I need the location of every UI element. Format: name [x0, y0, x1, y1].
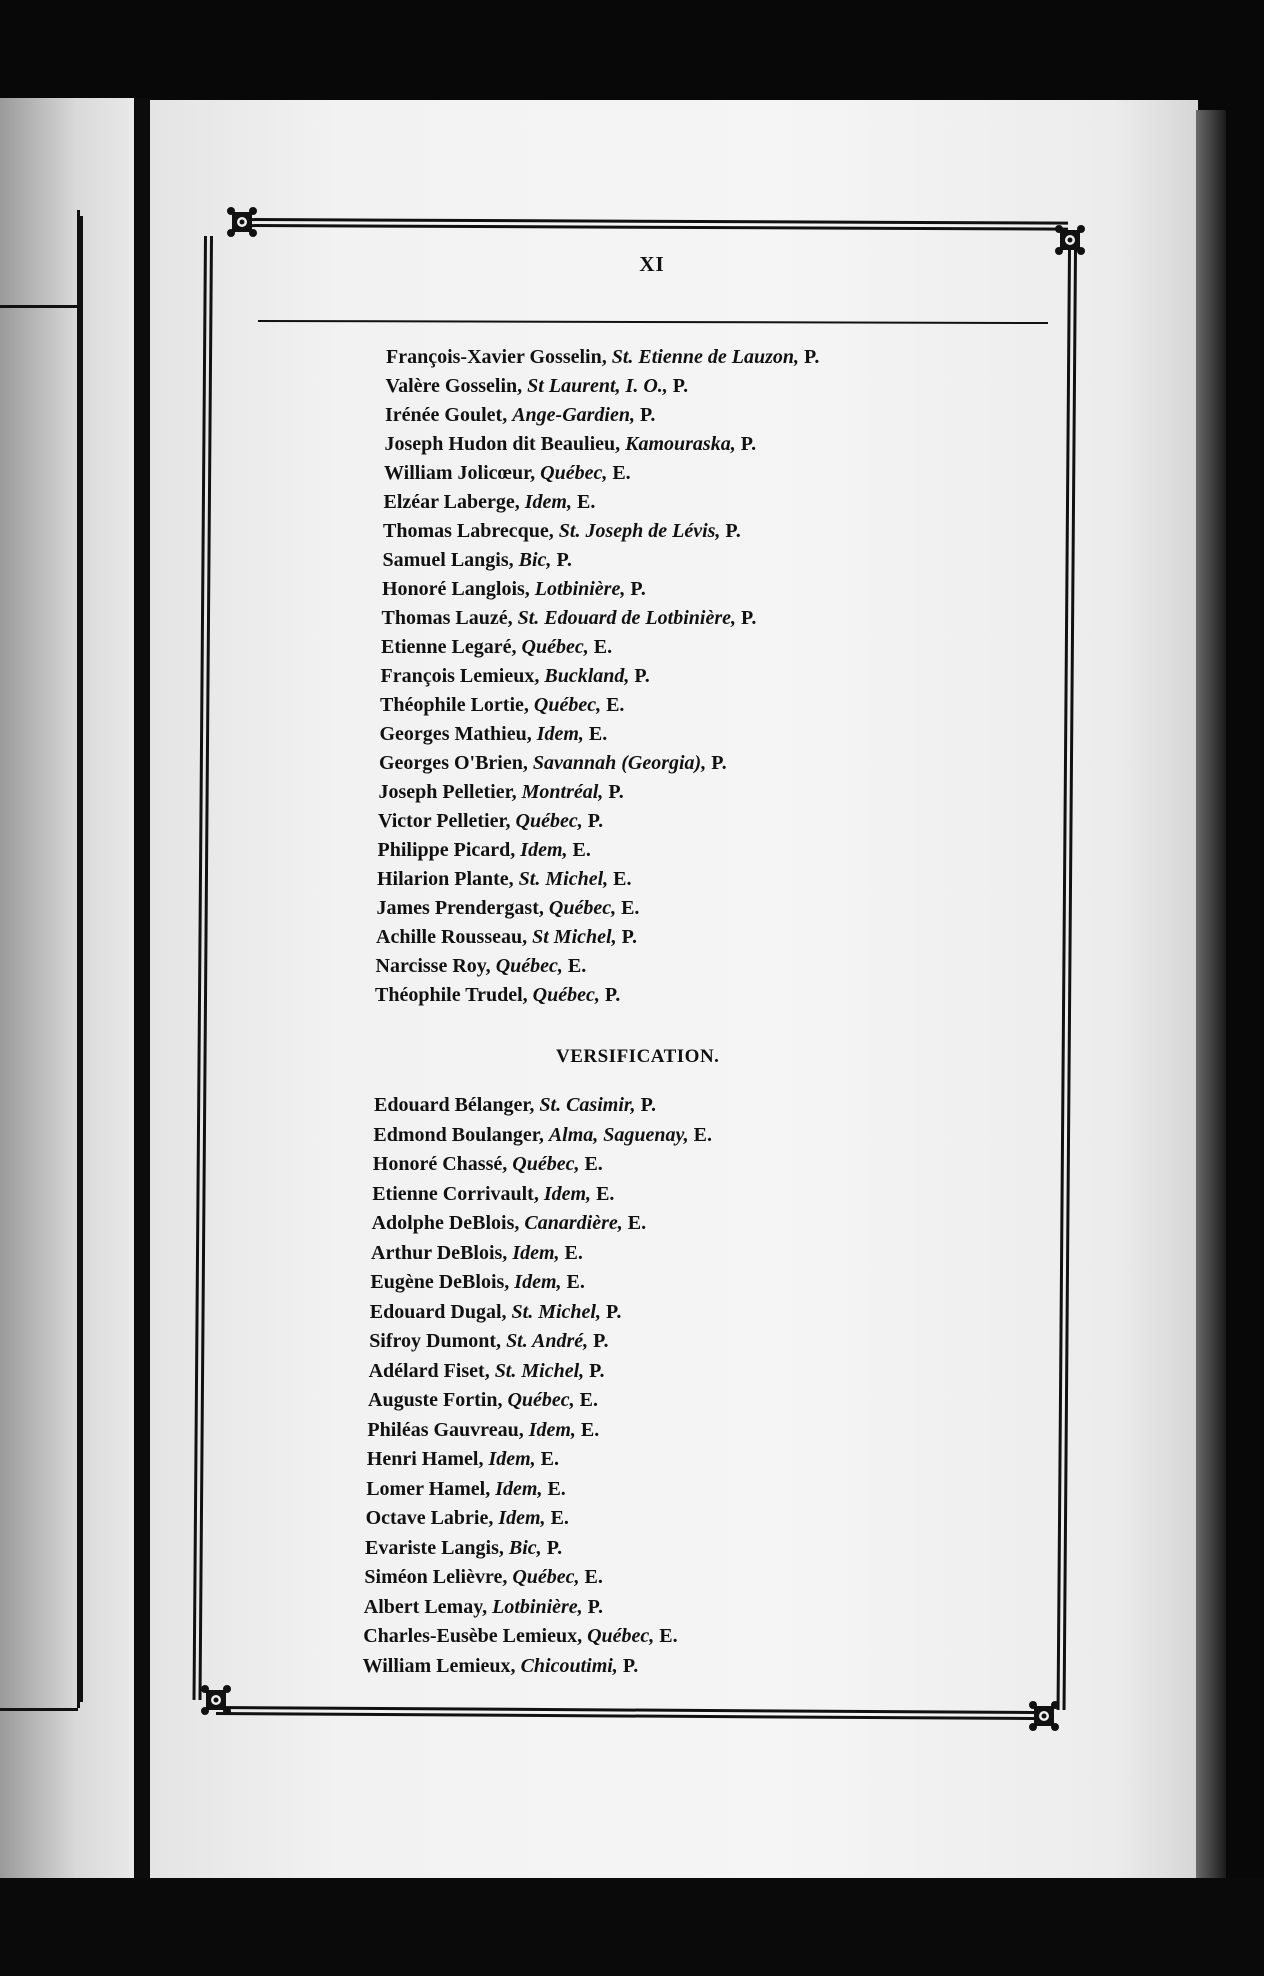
person-name: Octave Labrie, — [365, 1507, 499, 1529]
status-code: E. — [606, 694, 625, 716]
status-code: E. — [584, 1566, 603, 1588]
corner-ornament-icon — [1028, 1700, 1060, 1732]
person-name: Philéas Gauvreau, — [367, 1418, 529, 1441]
list-item — [379, 752, 727, 775]
person-name: Joseph Pelletier, — [378, 781, 522, 803]
list-item — [372, 1183, 614, 1206]
person-name: Thomas Lauzé, — [381, 607, 518, 629]
person-name: Théophile Trudel, — [375, 984, 533, 1006]
person-name: Honoré Chassé, — [372, 1153, 513, 1175]
facing-page-border — [57, 210, 80, 1708]
status-code: E. — [576, 491, 596, 513]
list-item — [370, 1301, 622, 1324]
place-name: St. Michel, — [511, 1300, 606, 1323]
list-item — [366, 1478, 566, 1501]
list-item — [383, 549, 572, 572]
person-name: Charles-Eusèbe Lemieux, — [363, 1625, 588, 1647]
place-name: St. Michel, — [518, 868, 614, 890]
status-code: E. — [547, 1477, 566, 1500]
list-item — [381, 636, 612, 659]
person-name: Georges O'Brien, — [379, 752, 533, 774]
status-code: P. — [725, 520, 741, 542]
list-item — [379, 781, 624, 804]
place-name: Idem, — [514, 1271, 567, 1293]
corner-ornament-icon — [200, 1684, 232, 1716]
place-name: Québec, — [532, 984, 605, 1006]
person-name: Georges Mathieu, — [379, 723, 537, 745]
person-name: Thomas Labrecque, — [383, 520, 559, 542]
book-gutter — [134, 98, 150, 1878]
place-name: St. André, — [506, 1330, 594, 1352]
place-name: St. Michel, — [494, 1359, 590, 1382]
status-code: P. — [622, 1654, 639, 1677]
person-name: François-Xavier Gosselin, — [386, 346, 612, 368]
list-item — [371, 1242, 583, 1265]
list-item — [363, 1625, 677, 1648]
person-name: Arthur DeBlois, — [371, 1241, 513, 1264]
person-name: François Lemieux, — [380, 665, 545, 687]
page-edge-shadow — [1196, 110, 1226, 1890]
person-name: William Lemieux, — [362, 1654, 521, 1677]
place-name: Montréal, — [521, 781, 609, 803]
list-item — [385, 433, 757, 456]
status-code: P. — [589, 1359, 605, 1382]
place-name: St Laurent, I. O., — [527, 375, 673, 397]
facing-page-edge — [0, 98, 138, 1878]
place-name: Alma, Saguenay, — [548, 1123, 694, 1146]
person-name: Théophile Lortie, — [380, 694, 534, 716]
person-name: Albert Lemay, — [363, 1595, 493, 1618]
person-name: Sifroy Dumont, — [369, 1330, 507, 1352]
person-name: Adélard Fiset, — [368, 1359, 495, 1382]
status-code: E. — [593, 636, 613, 658]
person-name: Etienne Legaré, — [381, 636, 522, 658]
status-code: E. — [580, 1418, 600, 1441]
list-item — [364, 1566, 603, 1589]
list-item — [382, 578, 646, 601]
list-item — [380, 723, 608, 746]
place-name: Canardière, — [524, 1212, 628, 1234]
place-name: Québec, — [548, 897, 622, 919]
place-name: Idem, — [512, 1241, 565, 1264]
place-name: St Michel, — [532, 926, 622, 948]
status-code: P. — [804, 346, 820, 368]
status-code: E. — [659, 1625, 678, 1647]
person-name: Honoré Langlois, — [382, 578, 535, 600]
place-name: Idem, — [524, 491, 577, 513]
person-name: Philippe Picard, — [377, 839, 521, 861]
status-code: P. — [672, 375, 689, 397]
person-name: Lomer Hamel, — [366, 1477, 496, 1500]
place-name: St. Etienne de Lauzon, — [611, 346, 804, 368]
place-name: Québec, — [521, 636, 594, 658]
list-item — [373, 1153, 603, 1176]
person-name: Edouard Dugal, — [369, 1300, 512, 1323]
list-item — [377, 868, 631, 891]
person-name: Achille Rousseau, — [376, 926, 533, 948]
place-name: Québec, — [495, 955, 568, 977]
corner-ornament-icon — [226, 206, 258, 238]
list-item — [370, 1271, 584, 1294]
status-code: E. — [596, 1182, 615, 1205]
list-item — [386, 375, 689, 398]
person-name: Etienne Corrivault, — [372, 1182, 544, 1205]
place-name: Bic, — [518, 549, 557, 571]
list-item — [385, 404, 655, 427]
place-name: Buckland, — [544, 665, 635, 687]
status-code: E. — [621, 897, 640, 919]
status-code: E. — [693, 1123, 713, 1146]
list-item — [382, 607, 757, 630]
list-item — [364, 1596, 603, 1619]
list-item — [383, 520, 741, 543]
place-name: Idem, — [543, 1182, 597, 1205]
facing-page-bottom-rule — [0, 1708, 78, 1711]
place-name: Idem, — [495, 1477, 548, 1500]
list-item — [378, 839, 591, 862]
place-name: Lotbinière, — [534, 578, 631, 600]
person-name: Edmond Boulanger, — [373, 1123, 549, 1146]
person-name: William Jolicœur, — [384, 462, 541, 484]
status-code: P. — [630, 578, 646, 600]
list-item — [374, 1094, 656, 1117]
status-code: E. — [566, 1271, 585, 1293]
person-name: Narcisse Roy, — [375, 955, 496, 977]
status-code: P. — [605, 1300, 622, 1323]
status-code: P. — [546, 1536, 563, 1559]
list-item — [377, 897, 640, 920]
list-item — [365, 1537, 562, 1560]
list-item — [368, 1389, 598, 1412]
person-name: Evariste Langis, — [365, 1536, 509, 1559]
place-name: Québec, — [587, 1625, 660, 1647]
place-name: Bic, — [508, 1536, 547, 1559]
list-item — [376, 955, 587, 978]
list-item — [384, 462, 631, 485]
list-item — [380, 694, 624, 717]
list-item — [378, 810, 603, 833]
status-code: P. — [587, 1595, 604, 1618]
person-name: Siméon Lelièvre, — [364, 1566, 513, 1588]
scan-background — [0, 1878, 1264, 1976]
place-name: Québec, — [512, 1566, 585, 1588]
person-name: James Prendergast, — [376, 897, 549, 919]
place-name: Savannah (Georgia), — [532, 752, 712, 774]
place-name: St. Casimir, — [539, 1094, 641, 1116]
status-code: E. — [572, 839, 591, 861]
list-item — [369, 1330, 608, 1353]
list-item — [373, 1124, 712, 1147]
status-code: P. — [740, 607, 757, 629]
facing-page-rule — [0, 305, 78, 308]
person-name: Valère Gosselin, — [385, 375, 528, 397]
status-code: P. — [634, 665, 650, 687]
person-name: Eugène DeBlois, — [370, 1271, 515, 1293]
list-item — [386, 346, 819, 369]
person-name: Auguste Fortin, — [368, 1389, 508, 1411]
section-heading: VERSIFICATION. — [556, 1046, 720, 1067]
place-name: Ange-Gardien, — [512, 404, 640, 426]
list-item — [376, 926, 637, 949]
person-name: Irénée Goulet, — [385, 404, 513, 426]
status-code: E. — [567, 955, 587, 977]
status-code: E. — [579, 1389, 598, 1411]
status-code: E. — [588, 723, 608, 745]
status-code: P. — [639, 404, 656, 426]
list-item — [375, 984, 620, 1007]
place-name: Québec, — [512, 1153, 585, 1175]
status-code: E. — [613, 868, 632, 890]
status-code: E. — [550, 1507, 569, 1529]
person-name: Samuel Langis, — [382, 549, 519, 571]
person-name: Hilarion Plante, — [377, 868, 519, 890]
status-code: E. — [564, 1241, 583, 1264]
status-code: P. — [556, 549, 572, 571]
place-name: Idem, — [520, 839, 573, 861]
status-code: E. — [612, 462, 631, 484]
status-code: E. — [540, 1448, 559, 1470]
place-name: Québec, — [515, 810, 588, 832]
status-code: P. — [740, 433, 757, 455]
place-name: St. Edouard de Lotbinière, — [517, 607, 741, 629]
status-code: E. — [584, 1153, 603, 1175]
status-code: P. — [640, 1094, 656, 1116]
list-item — [384, 491, 596, 514]
place-name: Idem, — [498, 1507, 551, 1529]
place-name: Lotbinière, — [492, 1595, 588, 1618]
status-code: P. — [593, 1330, 609, 1352]
place-name: St. Joseph de Lévis, — [558, 520, 726, 542]
status-code: P. — [604, 984, 621, 1006]
status-code: P. — [608, 781, 624, 803]
place-name: Kamouraska, — [625, 433, 741, 455]
status-code: P. — [621, 926, 637, 948]
person-name: Joseph Hudon dit Beaulieu, — [384, 433, 626, 455]
corner-ornament-icon — [1054, 224, 1086, 256]
status-code: P. — [711, 752, 727, 774]
place-name: Idem, — [528, 1418, 581, 1441]
place-name: Québec, — [507, 1389, 580, 1411]
page-number: XI — [639, 252, 665, 276]
person-name: Henri Hamel, — [366, 1448, 489, 1470]
place-name: Québec, — [540, 462, 613, 484]
person-name: Victor Pelletier, — [378, 810, 516, 832]
status-code: E. — [627, 1212, 647, 1234]
person-name: Edouard Bélanger, — [374, 1094, 540, 1116]
list-item — [366, 1507, 569, 1530]
person-name: Elzéar Laberge, — [383, 491, 525, 513]
place-name: Chicoutimi, — [520, 1654, 623, 1677]
place-name: Idem, — [488, 1448, 541, 1470]
status-code: P. — [587, 810, 604, 832]
person-name: Adolphe DeBlois, — [371, 1212, 525, 1234]
list-item — [363, 1655, 639, 1678]
list-item — [369, 1360, 605, 1383]
place-name: Idem, — [536, 723, 589, 745]
list-item — [372, 1212, 647, 1235]
place-name: Québec, — [533, 694, 607, 716]
list-item — [367, 1419, 599, 1442]
list-item — [381, 665, 650, 688]
list-item — [367, 1448, 559, 1471]
